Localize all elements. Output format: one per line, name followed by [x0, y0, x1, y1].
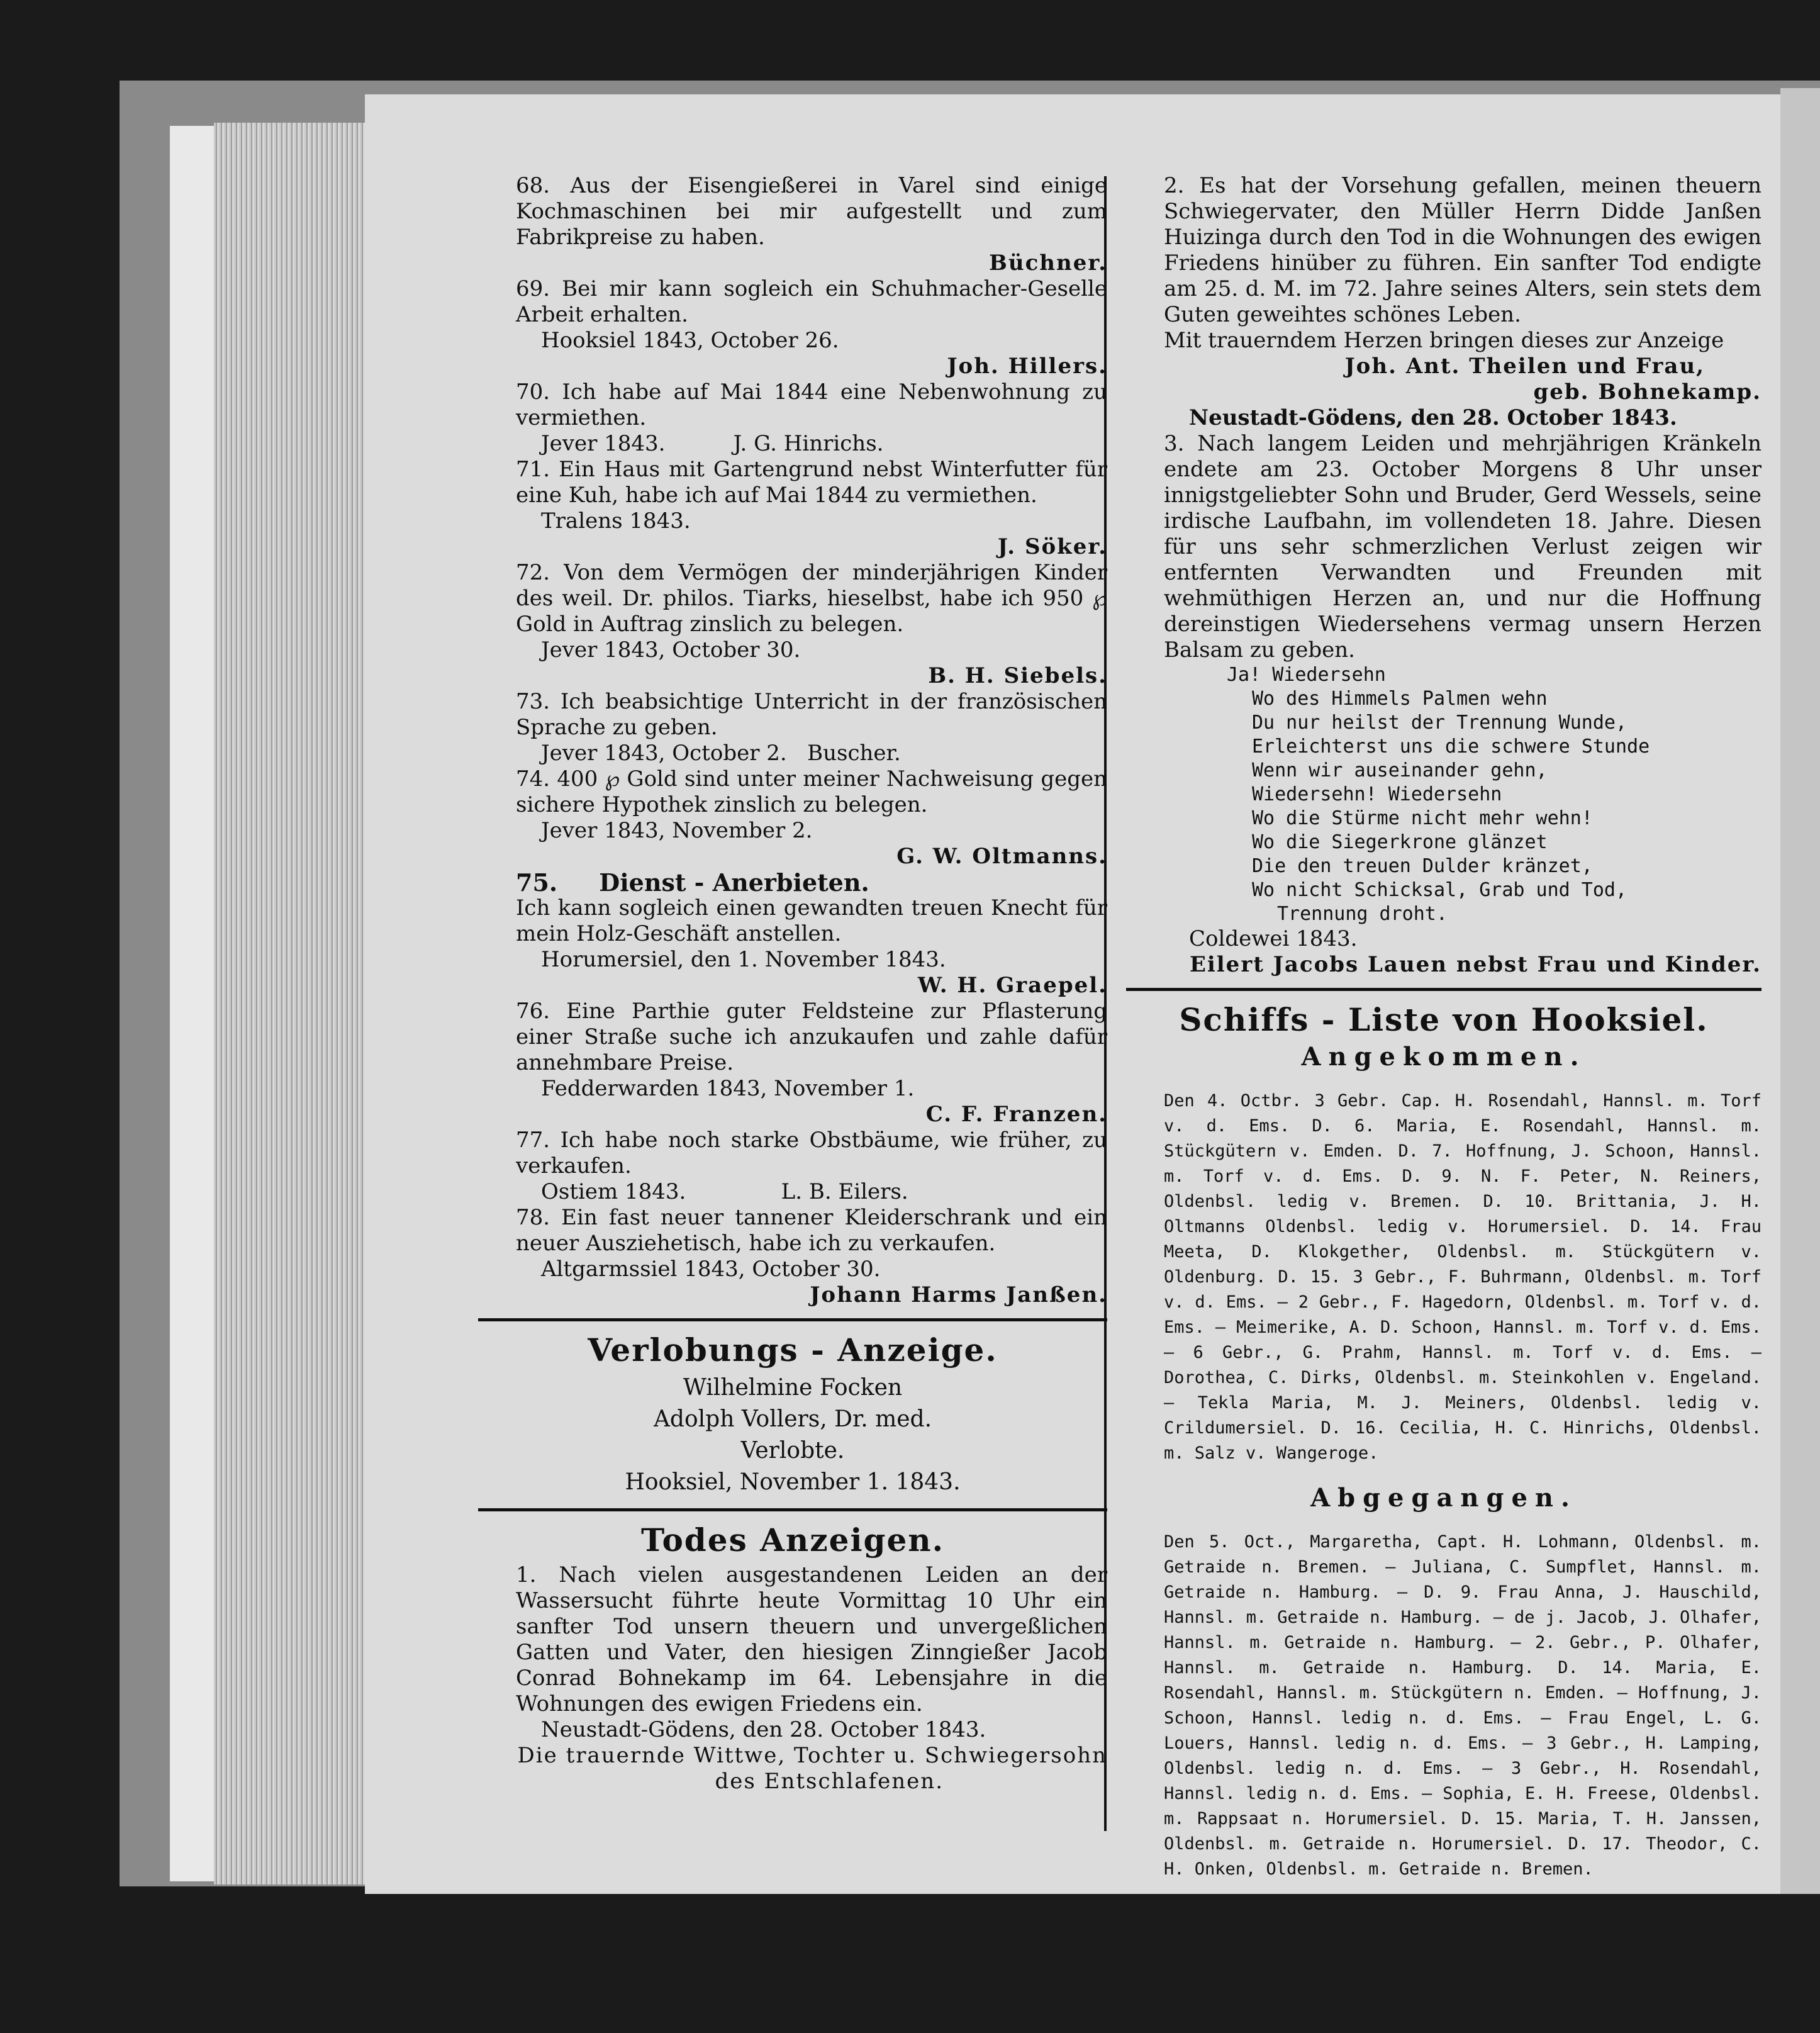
poem-line: Wo die Siegerkrone glänzet: [1252, 831, 1548, 853]
poem-line: Trennung droht.: [1277, 903, 1448, 925]
entry-78-signature: Johann Harms Janßen.: [810, 1282, 1107, 1308]
entry-73: 73. Ich beabsichtige Unterricht in der französischen Sprache zu geben.: [516, 689, 1107, 740]
poem-line: Wiedersehn! Wiedersehn: [1252, 783, 1502, 805]
entry-71-signature: J. Söker.: [997, 534, 1107, 559]
rule: [478, 1318, 1107, 1321]
todes-entry-3-place: Coldewei 1843.: [1189, 926, 1358, 951]
entry-71-place: Tralens 1843.: [541, 508, 691, 534]
entry-74-signature: G. W. Oltmanns.: [896, 844, 1107, 869]
angekommen-heading: Angekommen.: [1301, 1042, 1587, 1072]
entry-75-signature: W. H. Graepel.: [917, 973, 1107, 998]
entry-74: 74. 400 ℘ Gold sind unter meiner Nachweisung gegen sichere Hypothek zinslich zu belegen.: [516, 766, 1107, 817]
todes-entry-2: 2. Es hat der Vorsehung gefallen, meinen theuern Schwiegervater, den Müller Herrn Didde Janßen Huizinga durch den Tod in die Wohnungen des ewigen Friedens hinüber zu führen. Ein sanfter Tod endigte am 25. d. M. im 72. Jahre seines Alters, sein stets dem Guten geweihtes schönes Leben.: [1164, 173, 1761, 327]
poem-line: Wenn wir auseinander gehn,: [1252, 759, 1548, 781]
poem-line: Du nur heilst der Trennung Wunde,: [1252, 712, 1627, 734]
entry-73-place: Jever 1843, October 2. Buscher.: [541, 741, 901, 766]
todes-entry-1-signature-2: des Entschlafenen.: [715, 1769, 944, 1794]
entry-70: 70. Ich habe auf Mai 1844 eine Nebenwohnung zu vermiethen.: [516, 379, 1107, 430]
entry-71: 71. Ein Haus mit Gartengrund nebst Winterfutter für eine Kuh, habe ich auf Mai 1844 zu vermiethen.: [516, 457, 1107, 508]
todes-heading: Todes Anzeigen.: [640, 1521, 945, 1559]
entry-76-place: Fedderwarden 1843, November 1.: [541, 1076, 915, 1101]
entry-72-signature: B. H. Siebels.: [928, 663, 1107, 688]
dienst-heading: 75. Dienst - Anerbieten.: [516, 868, 869, 897]
todes-entry-2-place: Neustadt-Gödens, den 28. October 1843.: [1189, 405, 1677, 430]
entry-69-place: Hooksiel 1843, October 26.: [541, 328, 839, 353]
angekommen-list: Den 4. Octbr. 3 Gebr. Cap. H. Rosendahl, Hannsl. m. Torf v. d. Ems. D. 6. Maria, E. Rosendahl, Hannsl. m. Stückgütern v. Emden. D. 7. Hoffnung, J. Schoon, Hannsl. m. Torf v. d. Ems. D. 9. N. F. Peter, N. Reiners, Oldenbsl. ledig v. Bremen. D. 10. Brittania, J. H. Oltmanns Oldenbsl. ledig v. Horumersiel. D. 14. Frau Meeta, D. Klokgether, Oldenbsl. m. Stückgütern v. Oldenburg. D. 15. 3 Gebr., F. Buhrmann, Oldenbsl. m. Torf v. d. Ems. — 2 Gebr., F. Hagedorn, Oldenbsl. m. Torf v. d. Ems. — Meimerike, A. D. Schoon, Hannsl. m. Torf v. d. Ems. — 6 Gebr., G. Prahm, Hannsl. m. Torf v. d. Ems. — Dorothea, C. Dirks, Oldenbsl. m. Steinkohlen v. Engeland. — Tekla Maria, M. J. Meiners, Oldenbsl. ledig v. Crildumersiel. D. 16. Cecilia, H. C. Hinrichs, Oldenbsl. m. Salz v. Wangeroge.: [1164, 1091, 1761, 1463]
entry-78-place: Altgarmssiel 1843, October 30.: [541, 1257, 881, 1282]
rule: [1126, 988, 1761, 991]
newspaper-page: [365, 94, 1780, 1894]
entry-69: 69. Bei mir kann sogleich ein Schuhmacher-Geselle Arbeit erhalten.: [516, 276, 1107, 327]
entry-69-signature: Joh. Hillers.: [947, 354, 1107, 379]
left-column: [478, 173, 1107, 1795]
todes-entry-2-signature-2: geb. Bohnekamp.: [1533, 379, 1761, 405]
entry-72: 72. Von dem Vermögen der minderjährigen Kinder des weil. Dr. philos. Tiarks, hieselbst, habe ich 950 ℘ Gold in Auftrag zinslich zu belegen.: [516, 560, 1107, 637]
entry-78: 78. Ein fast neuer tannener Kleiderschrank und ein neuer Ausziehetisch, habe ich zu verkaufen.: [516, 1205, 1107, 1256]
todes-entry-3-signature: Eilert Jacobs Lauen nebst Frau und Kinder.: [1189, 952, 1761, 977]
entry-74-place: Jever 1843, November 2.: [541, 818, 813, 843]
entry-77-place: Ostiem 1843. L. B. Eilers.: [541, 1179, 908, 1204]
verlobung-name2: Adolph Vollers, Dr. med.: [653, 1406, 932, 1432]
entry-70-place: Jever 1843. J. G. Hinrichs.: [541, 431, 884, 456]
entry-72-place: Jever 1843, October 30.: [541, 637, 801, 663]
abgegangen-list: Den 5. Oct., Margaretha, Capt. H. Lohmann, Oldenbsl. m. Getraide n. Bremen. — Juliana, C. Sumpflet, Hannsl. m. Getraide n. Hamburg. — D. 9. Frau Anna, J. Hauschild, Hannsl. m. Getraide n. Hamburg. — de j. Jacob, J. Olhafer, Hannsl. m. Getraide n. Hamburg. — 2. Gebr., P. Olhafer, Hannsl. m. Getraide n. Hamburg. D. 14. Maria, E. Rosendahl, Hannsl. m. Stückgütern n. Emden. — Hoffnung, J. Schoon, Hannsl. ledig n. d. Ems. — Frau Engel, L. G. Louers, Hannsl. ledig n. d. Ems. — 3 Gebr., H. Lamping, Oldenbsl. ledig n. d. Ems. — 3 Gebr., H. Rosendahl, Hannsl. ledig n. d. Ems. — Sophia, E. H. Freese, Oldenbsl. m. Rappsaat n. Horumersiel. D. 15. Maria, T. H. Janssen, Oldenbsl. m. Getraide n. Horumersiel. D. 17. Theodor, C. H. Onken, Oldenbsl. m. Getraide n. Bremen.: [1164, 1532, 1761, 1879]
todes-entry-3: 3. Nach langem Leiden und mehrjährigen Kränkeln endete am 23. October Morgens 8 Uhr unser innigstgeliebter Sohn und Bruder, Gerd Wessels, seine irdische Laufbahn, im vollendeten 18. Jahre. Diesen für uns sehr schmerzlichen Verlust zeigen wir entfernten Verwandten und Freunden mit wehmüthigen Herzen an, und nur die Hoffnung dereinstigen Wiedersehens vermag unsern Herzen Balsam zu geben.: [1164, 431, 1761, 663]
poem-line: Wo die Stürme nicht mehr wehn!: [1252, 807, 1593, 829]
schiffs-heading: Schiffs - Liste von Hooksiel.: [1179, 1001, 1709, 1038]
poem-line: Wo nicht Schicksal, Grab und Tod,: [1252, 879, 1627, 901]
entry-76-signature: C. F. Franzen.: [925, 1102, 1107, 1127]
verlobung-place: Hooksiel, November 1. 1843.: [625, 1469, 961, 1495]
page-stack: [214, 123, 365, 1885]
page-edge: [170, 126, 220, 1881]
facing-page-edge: [1780, 88, 1820, 1894]
entry-68: 68. Aus der Eisengießerei in Varel sind einige Kochmaschinen bei mir aufgestellt und zum Fabrikpreise zu haben.: [516, 173, 1107, 250]
todes-entry-1: 1. Nach vielen ausgestandenen Leiden an der Wassersucht führte heute Vormittag 10 Uhr ein sanfter Tod unsern theuern und unvergeßlichen Gatten und Vater, den hiesigen Zinngießer Jacob Conrad Bohnekamp im 64. Lebensjahre in die Wohnungen des ewigen Friedens ein.: [516, 1562, 1107, 1717]
todes-entry-1-signature: Die trauernde Wittwe, Tochter u. Schwiegersohn: [517, 1743, 1107, 1768]
verlobung-heading: Verlobungs - Anzeige.: [588, 1331, 998, 1369]
entry-75: Ich kann sogleich einen gewandten treuen Knecht für mein Holz-Geschäft anstellen.: [516, 895, 1107, 946]
entry-68-signature: Büchner.: [989, 250, 1107, 276]
entry-77: 77. Ich habe noch starke Obstbäume, wie früher, zu verkaufen.: [516, 1128, 1107, 1179]
poem: [1126, 663, 1761, 926]
todes-entry-2-text: Mit trauerndem Herzen bringen dieses zur Anzeige: [1164, 328, 1724, 353]
poem-line: Erleichterst uns die schwere Stunde: [1252, 736, 1650, 758]
verlobung-name1: Wilhelmine Focken: [683, 1375, 903, 1401]
todes-entry-1-place: Neustadt-Gödens, den 28. October 1843.: [541, 1717, 986, 1742]
rule: [478, 1508, 1107, 1511]
poem-line: Wo des Himmels Palmen wehn: [1252, 688, 1548, 710]
poem-line: Ja! Wiedersehn: [1227, 664, 1386, 686]
verlobung-status: Verlobte.: [740, 1438, 845, 1464]
right-column: [1126, 173, 1761, 1899]
entry-76: 76. Eine Parthie guter Feldsteine zur Pflasterung einer Straße suche ich anzukaufen und zahle dafür annehmbare Preise.: [516, 999, 1107, 1075]
poem-line: Die den treuen Dulder kränzet,: [1252, 855, 1593, 877]
todes-entry-2-signature: Joh. Ant. Theilen und Frau,: [1344, 354, 1705, 379]
abgegangen-heading: Abgegangen.: [1310, 1483, 1577, 1513]
entry-75-place: Horumersiel, den 1. November 1843.: [541, 947, 946, 972]
